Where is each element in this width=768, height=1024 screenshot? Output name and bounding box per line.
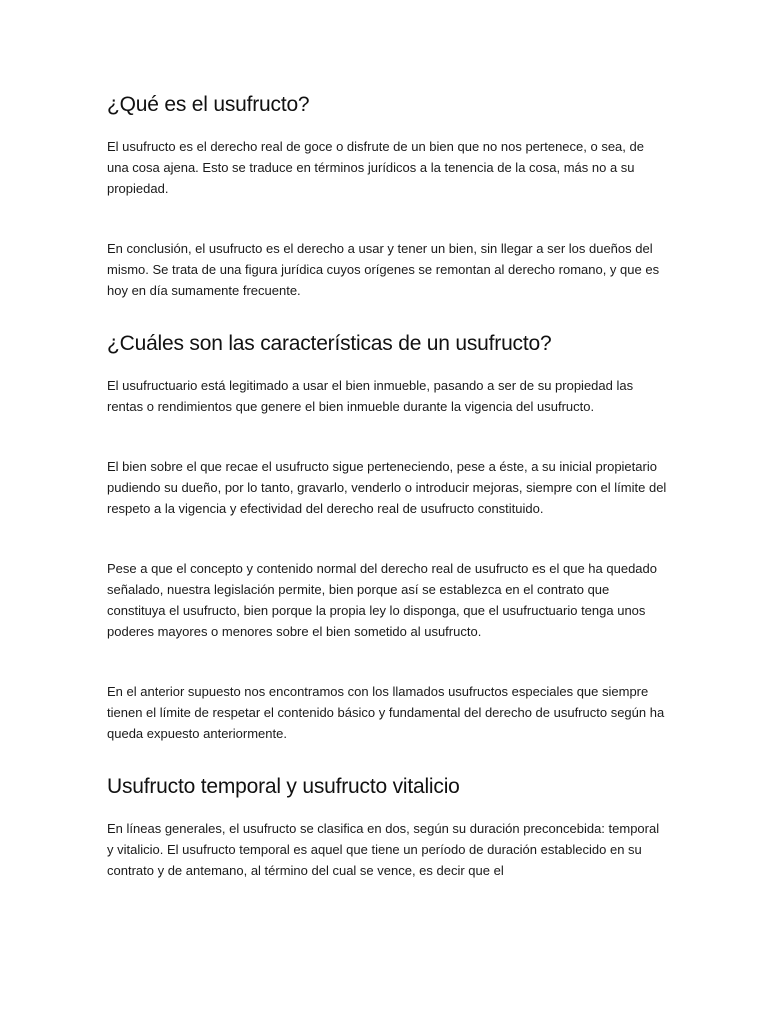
paragraph: En conclusión, el usufructo es el derecho a usar y tener un bien, sin llegar a ser los dueños del mismo. Se trata de una figura jurídica cuyos orígenes se remontan al derecho romano, y que es hoy en día sumamente frecuente. bbox=[107, 241, 660, 298]
section-heading: Usufructo temporal y usufructo vitalicio bbox=[107, 775, 460, 798]
paragraph: En el anterior supuesto nos encontramos con los llamados usufructos especiales que siempre tienen el límite de respetar el contenido básico y fundamental del derecho de usufructo según ha queda expuesto anteriormente. bbox=[107, 684, 665, 741]
paragraph: El bien sobre el que recae el usufructo sigue perteneciendo, pese a éste, a su inicial propietario pudiendo su dueño, por lo tanto, gravarlo, venderlo o introducir mejoras, siempre con el límite del respeto a la vigencia y efectividad del derecho real de usufructo constituido. bbox=[107, 459, 667, 516]
section-que-es-usufructo bbox=[107, 88, 667, 301]
section-heading: ¿Qué es el usufructo? bbox=[107, 93, 310, 116]
paragraph: Pese a que el concepto y contenido normal del derecho real de usufructo es el que ha quedado señalado, nuestra legislación permite, bien porque así se establezca en el contrato que constituya el usufructo, bien porque la propia ley lo disponga, que el usufructuario tenga unos poderes mayores o menores sobre el bien sometido al usufructo. bbox=[107, 561, 657, 639]
document-page bbox=[107, 88, 667, 920]
section-temporal-vitalicio bbox=[107, 770, 667, 881]
paragraph: En líneas generales, el usufructo se clasifica en dos, según su duración preconcebida: temporal y vitalicio. El usufructo temporal es aquel que tiene un período de duración establecido en su contrato y de antemano, al término del cual se vence, es decir que el bbox=[107, 821, 660, 878]
section-caracteristicas bbox=[107, 327, 667, 744]
paragraph: El usufructuario está legitimado a usar el bien inmueble, pasando a ser de su propiedad las rentas o rendimientos que genere el bien inmueble durante la vigencia del usufructo. bbox=[107, 378, 634, 414]
section-heading: ¿Cuáles son las características de un usufructo? bbox=[107, 332, 552, 355]
paragraph: El usufructo es el derecho real de goce o disfrute de un bien que no nos pertenece, o sea, de una cosa ajena. Esto se traduce en términos jurídicos a la tenencia de la cosa, más no a su propiedad. bbox=[107, 139, 644, 196]
